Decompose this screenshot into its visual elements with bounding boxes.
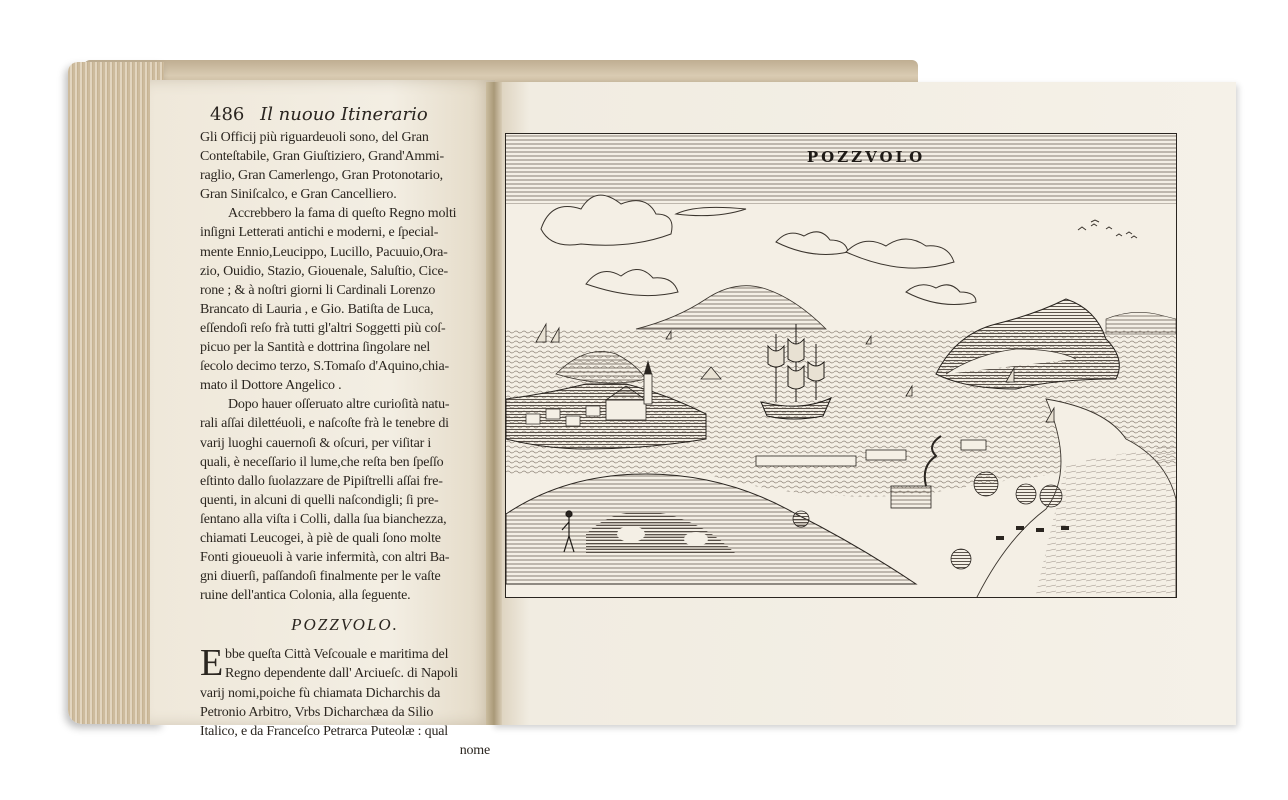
text-line: inſigni Letterati antichi e moderni, e ſpecial- bbox=[200, 225, 439, 241]
engraving-title: POZZVOLO bbox=[806, 148, 926, 166]
text-line: eſſendoſi reſo frà tutti gl'altri Soggetti più coſ- bbox=[200, 320, 446, 336]
text-line: zio, Ouidio, Stazio, Giouenale, Saluſtio, Cice- bbox=[200, 263, 448, 279]
text-line: mato il Dottore Angelico . bbox=[200, 378, 342, 394]
text-line: Gran Siniſcalco, e Gran Cancelliero. bbox=[200, 187, 397, 203]
text-line: ruine dell'antica Colonia, alla ſeguente. bbox=[200, 588, 411, 604]
text-line: gni diuerſi, paſſandoſi finalmente per le vaſte bbox=[200, 569, 441, 585]
text-line: quali, è neceſſario il lume,che reſta ben ſpeſſo bbox=[200, 454, 444, 470]
text-line: Brancato di Lauria , e Gio. Batiſta de Luca, bbox=[200, 301, 434, 317]
text-line: mente Ennio,Leucippo, Lucillo, Pacuuio,Ora- bbox=[200, 244, 448, 260]
drop-cap: E bbox=[200, 642, 224, 685]
text-line: ſecolo decimo terzo, S.Tomaſo d'Aquino,chia- bbox=[200, 359, 449, 375]
bell-tower bbox=[644, 374, 652, 404]
text-line: bbe queſta Città Veſcouale e maritima del bbox=[225, 647, 449, 663]
running-title: Il nuouo Itinerario bbox=[260, 104, 428, 125]
text-line: Italico, e da Franceſco Petrarca Puteolæ : qual bbox=[200, 723, 448, 739]
text-line: Fonti gioueuoli à varie infermità, con altri Ba- bbox=[200, 550, 450, 566]
text-line: Dopo hauer oſſeruato altre curioſità natu- bbox=[228, 397, 450, 413]
text-line: picuo per la Santità e dottrina ſingolare nel bbox=[200, 340, 431, 356]
text-line: raglio, Gran Camerlengo, Gran Protonotario, bbox=[200, 168, 443, 184]
smoke-vent bbox=[684, 532, 708, 546]
page-header bbox=[210, 104, 490, 128]
text-line: rali aſſai dilettéuoli, e naſcoſte frà le tenebre di bbox=[200, 416, 449, 432]
text-line: nome bbox=[459, 742, 490, 758]
text-line: varij nomi,poiche fù chiamata Dicharchis da bbox=[200, 685, 441, 701]
church bbox=[606, 400, 646, 420]
text-line: Accrebbero la fama di queſto Regno molti bbox=[228, 206, 457, 222]
text-line: chiamati Leucogei, à piè de quali ſono molte bbox=[200, 530, 441, 546]
smoke-vent bbox=[617, 526, 645, 542]
sky-hatching bbox=[506, 134, 1176, 204]
page-number: 486 bbox=[210, 104, 245, 125]
text-line: Conteſtabile, Gran Giuſtiziero, Grand'Ammi- bbox=[200, 149, 444, 165]
left-page-text bbox=[200, 128, 490, 760]
text-line: varij luoghi cauernoſi & oſcuri, per viſitar i bbox=[200, 435, 432, 451]
text-line: Gli Officij più riguardeuoli sono, del Gran bbox=[200, 130, 429, 145]
text-line: Regno dependente dall' Arciueſc. di Napoli bbox=[225, 666, 458, 682]
text-line: quenti, in alcuni di quelli naſcondigli; ſi pre- bbox=[200, 492, 439, 508]
text-line: ſentano alla viſta i Colli, dalla ſua bianchezza, bbox=[200, 511, 447, 527]
text-line: eſtinto dallo ſuolazzare de Pipiſtrelli aſſai fre- bbox=[200, 473, 443, 489]
text-line: Petronio Arbitro, Vrbs Dicharchæa da Silio bbox=[200, 704, 434, 720]
section-title: POZZVOLO. bbox=[291, 615, 399, 635]
engraving-plate bbox=[505, 133, 1177, 598]
engraving-illustration bbox=[506, 134, 1176, 597]
text-line: rone ; & à noſtri giorni li Cardinali Lorenzo bbox=[200, 282, 436, 298]
